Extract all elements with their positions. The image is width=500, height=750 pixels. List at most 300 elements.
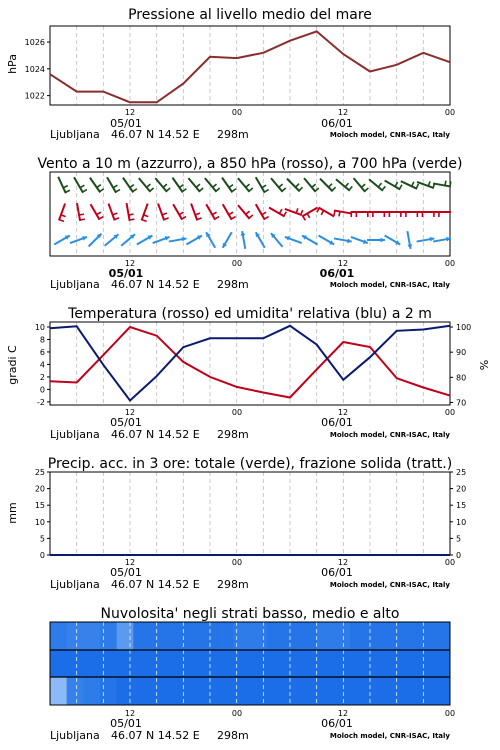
model-credit: Moloch model, CNR-ISAC, Italy [329, 131, 450, 139]
cloud-cell [167, 622, 184, 650]
barb-feather [114, 218, 119, 220]
cloud-cell [50, 677, 67, 705]
cloud-cell [300, 677, 317, 705]
date-label: 05/01 [110, 416, 142, 429]
location-coords: 46.07 N 14.52 E [111, 578, 200, 591]
cloud-cell [200, 677, 217, 705]
wind-barb [107, 177, 120, 193]
barb-feather [416, 184, 418, 189]
barb-feather [262, 185, 266, 188]
y-tick-label: 20 [34, 484, 45, 494]
y2-tick-label: 25 [456, 468, 467, 477]
cloud-cell [300, 650, 317, 677]
cloud-cell [150, 677, 167, 705]
wind-barb [191, 204, 202, 221]
cloud-cell [317, 650, 334, 677]
barb-feather [59, 220, 64, 222]
wind-barb [383, 212, 401, 217]
precip-title: Precip. acc. in 3 ore: totale (verde), frazione solida (tratt.) [47, 456, 453, 472]
cloud-cell [383, 622, 400, 650]
wind-arrow [271, 233, 283, 247]
x-tick-label: 12 [337, 259, 349, 268]
cloud-cell [283, 677, 300, 705]
cloud-cell [67, 677, 84, 705]
barb-feather [182, 217, 186, 220]
pressure-ylabel: hPa [6, 54, 19, 74]
wind-arrow [186, 236, 202, 245]
wind-barb [205, 178, 220, 192]
barb-feather [450, 181, 451, 186]
wind-arrow [351, 237, 368, 244]
x-tick-label: 00 [231, 259, 243, 268]
cloud-title: Nuvolosita' negli strati basso, medio e alto [100, 606, 400, 622]
wind-arrow [137, 236, 153, 245]
barb-feather [264, 190, 268, 193]
location-elevation: 298m [217, 428, 249, 441]
x-tick-label: 00 [444, 558, 456, 567]
cloud-cell [117, 622, 134, 650]
wind-arrow [334, 238, 352, 243]
barb-feather [231, 217, 235, 220]
y2-tick-label: 10 [456, 517, 467, 527]
cloud-cell [267, 650, 284, 677]
wind-barb [416, 212, 434, 217]
barb-feather [296, 208, 298, 213]
cloud-cell [267, 622, 284, 650]
barb-feather [144, 215, 149, 217]
wind-arrow [54, 236, 70, 245]
barb-feather [279, 184, 283, 187]
wind-barb [271, 178, 286, 192]
y-tick-label: 25 [34, 468, 45, 477]
barb-feather [80, 185, 84, 188]
cloud-cell [233, 622, 250, 650]
model-credit: Moloch model, CNR-ISAC, Italy [329, 581, 450, 589]
cloud-cell [150, 650, 167, 677]
barb-shaft [90, 178, 100, 193]
cloud-cell [267, 677, 284, 705]
barb-feather [361, 184, 365, 187]
cloud-cell [217, 677, 234, 705]
barb-feather [97, 185, 101, 188]
cloud-cell [67, 622, 84, 650]
cloud-panel [50, 606, 455, 742]
wind-arrow [433, 237, 451, 242]
date-label: 05/01 [108, 267, 144, 280]
cloud-cell [317, 622, 334, 650]
barb-shaft [206, 204, 215, 220]
temperature-series [50, 326, 450, 401]
temperature-x-ticks [125, 408, 455, 417]
location-elevation: 298m [217, 729, 249, 742]
wind-barb [385, 181, 402, 190]
date-label: 05/01 [110, 717, 142, 730]
wind-barb [417, 181, 435, 188]
barb-feather [179, 185, 183, 188]
cloud-cell [183, 677, 200, 705]
wind-barb [158, 204, 169, 221]
cloud-cell [67, 650, 84, 677]
barb-feather [83, 190, 87, 193]
y-tick-label: 1022 [24, 91, 45, 101]
y2-tick-label: 90 [456, 348, 467, 358]
date-label: 06/01 [321, 566, 353, 579]
y2-tick-label: 15 [456, 501, 467, 511]
barb-feather [249, 188, 253, 191]
wind-arrow [89, 234, 102, 247]
temperature-frame [50, 322, 450, 405]
cloud-cell [50, 650, 67, 677]
barb-feather [150, 188, 154, 191]
y-tick-label: 6 [39, 347, 45, 357]
pressure-x-ticks [125, 108, 455, 117]
cloud-cell [383, 650, 400, 677]
cloud-cell [200, 622, 217, 650]
pressure-gridlines [77, 26, 424, 105]
cloud-cell [100, 677, 117, 705]
barb-feather [339, 211, 340, 216]
barb-feather [229, 185, 233, 188]
wind-barb [58, 177, 70, 193]
barb-feather [147, 184, 151, 187]
cloud-cell [283, 650, 300, 677]
y-tick-label: 15 [34, 501, 45, 511]
barb-feather [197, 218, 202, 220]
wind-barb [74, 177, 87, 193]
barb-feather [349, 186, 352, 190]
wind-barb [336, 179, 352, 191]
wind-arrow [169, 237, 187, 242]
wind-arrow [417, 237, 435, 242]
temperature-ylabel: gradi C [6, 345, 19, 385]
barb-shaft [319, 208, 335, 217]
x-tick-label: 00 [444, 709, 456, 718]
cloud-cell [217, 622, 234, 650]
barb-shaft [302, 208, 318, 217]
pressure-series [50, 31, 450, 102]
precip-x-ticks [125, 558, 455, 567]
cloud-cell [417, 622, 434, 650]
y2-tick-label: 100 [456, 323, 472, 333]
cloud-cell [350, 622, 367, 650]
wind-barb [256, 204, 269, 220]
wind-barb [238, 205, 253, 219]
arrow-head [381, 238, 385, 243]
barb-shaft [417, 182, 434, 188]
wind-barb [317, 208, 334, 217]
barb-shaft [59, 204, 65, 221]
cloud-cell [117, 677, 134, 705]
barb-feather [196, 184, 200, 187]
barb-shaft [142, 204, 148, 221]
x-tick-label: 12 [124, 259, 136, 268]
y-tick-label: 0 [39, 385, 45, 395]
location-coords: 46.07 N 14.52 E [111, 428, 200, 441]
wind-arrow [285, 236, 302, 243]
barb-feather [163, 184, 167, 187]
barb-feather [332, 187, 336, 191]
wind-barb [269, 208, 286, 217]
barb-feather [303, 216, 306, 220]
cloud-cell [83, 650, 100, 677]
x-tick-label: 12 [124, 709, 136, 718]
cloud-cell [167, 677, 184, 705]
model-credit: Moloch model, CNR-ISAC, Italy [329, 732, 450, 740]
x-tick-label: 12 [124, 408, 136, 417]
y2-tick-label: 80 [456, 373, 467, 383]
barb-shaft [172, 178, 182, 193]
precip-ylabel: mm [6, 502, 19, 524]
wind-barb [302, 208, 318, 221]
barb-feather [113, 213, 118, 215]
barb-feather [195, 213, 200, 215]
barb-feather [295, 184, 299, 188]
wind-barb [108, 204, 119, 221]
date-label: 06/01 [321, 717, 353, 730]
wind-barb [59, 204, 66, 222]
wind-barb [354, 178, 369, 192]
barb-feather [345, 183, 348, 187]
cloud-cell [150, 622, 167, 650]
wind-arrow [385, 236, 401, 245]
wind-arrow [319, 236, 335, 245]
cloud-cell [233, 677, 250, 705]
cloud-cell [250, 622, 267, 650]
barb-feather [282, 188, 286, 191]
temperature-panel [6, 306, 491, 441]
wind-barb [369, 179, 385, 191]
x-tick-label: 12 [337, 709, 349, 718]
wind-arrow [206, 232, 215, 248]
location-coords: 46.07 N 14.52 E [111, 128, 200, 141]
wind-barb [238, 178, 253, 192]
barb-feather [182, 189, 186, 192]
wind-barb [401, 181, 419, 189]
barb-feather [229, 212, 233, 215]
humidity-ylabel: % [478, 359, 491, 371]
cloud-cell [317, 677, 334, 705]
barb-feather [329, 184, 333, 188]
precip-y-ticks [35, 468, 466, 560]
y-tick-label: 4 [39, 360, 45, 370]
x-tick-label: 12 [337, 558, 349, 567]
barb-feather [166, 188, 170, 191]
barb-feather [264, 217, 268, 220]
barb-feather [213, 184, 217, 187]
barb-feather [162, 213, 167, 215]
barb-feather [334, 211, 335, 216]
y2-tick-label: 20 [456, 484, 467, 494]
wind-barb [155, 178, 170, 192]
barb-shaft [385, 181, 401, 190]
wind-arrow [241, 231, 246, 249]
precip-gridlines [77, 472, 424, 555]
wind-arrow [70, 236, 87, 243]
wind-barb [334, 210, 352, 216]
temperature-title: Temperatura (rosso) ed umidita' relativa (blu) a 2 m [68, 306, 432, 322]
cloud-cell [83, 622, 100, 650]
precip-frame [50, 472, 450, 555]
pressure-panel [6, 7, 455, 141]
barb-feather [246, 184, 250, 187]
wind-barb [206, 204, 219, 220]
cloud-x-ticks [125, 709, 455, 718]
x-tick-label: 00 [231, 408, 243, 417]
barb-shaft [401, 181, 417, 189]
y2-tick-label: 5 [456, 534, 462, 544]
cloud-cell [300, 622, 317, 650]
wind-x-ticks [125, 259, 455, 268]
barb-feather [279, 209, 282, 213]
cloud-cell [50, 622, 67, 650]
cloud-cell [417, 650, 434, 677]
barb-feather [382, 186, 385, 190]
barb-shaft [173, 204, 182, 220]
cloud-cell [367, 677, 384, 705]
x-tick-label: 00 [231, 709, 243, 718]
wind-arrow [121, 234, 135, 246]
cloud-cell [333, 677, 350, 705]
barb-feather [301, 210, 303, 215]
barb-shaft [191, 204, 197, 221]
barb-feather [130, 185, 134, 188]
location-coords: 46.07 N 14.52 E [111, 278, 200, 291]
location-coords: 46.07 N 14.52 E [111, 729, 200, 742]
cloud-cell [350, 677, 367, 705]
y-tick-label: 1026 [24, 38, 45, 48]
humidity-y-ticks [450, 323, 471, 407]
location-name: Ljubljana [50, 128, 100, 141]
barb-feather [445, 181, 446, 186]
wind-barb [320, 179, 336, 192]
wind-barbs [54, 177, 451, 249]
wind-barb [433, 212, 451, 217]
pressure-y-ticks [25, 38, 50, 101]
barb-shaft [58, 177, 66, 193]
x-tick-label: 12 [124, 108, 136, 117]
pressure-line [50, 31, 450, 102]
barb-feather [378, 183, 381, 187]
wind-barb [222, 178, 236, 193]
x-tick-label: 00 [444, 108, 456, 117]
barb-feather [97, 212, 101, 215]
barb-shaft [334, 210, 352, 213]
temperature-gridlines [77, 322, 424, 405]
cloud-cell [183, 622, 200, 650]
barb-feather [232, 189, 236, 192]
location-name: Ljubljana [50, 729, 100, 742]
location-name: Ljubljana [50, 428, 100, 441]
wind-barb [127, 203, 135, 221]
wind-arrow [153, 236, 170, 243]
wind-barb [433, 181, 451, 187]
barb-feather [307, 214, 310, 218]
barb-shaft [222, 178, 232, 193]
location-elevation: 298m [217, 278, 249, 291]
barb-shaft [285, 209, 302, 215]
barb-feather [321, 210, 324, 214]
barb-feather [80, 219, 85, 220]
barb-feather [312, 184, 316, 187]
wind-barb [400, 212, 418, 217]
location-elevation: 298m [217, 128, 249, 141]
barb-feather [116, 190, 120, 193]
cloud-cell [400, 650, 417, 677]
wind-title: Vento a 10 m (azzurro), a 850 hPa (rosso), a 700 hPa (verde) [37, 156, 463, 172]
cloud-cell [283, 622, 300, 650]
barb-feather [215, 217, 219, 220]
wind-panel [37, 156, 462, 291]
date-label: 06/01 [321, 117, 353, 130]
barb-feather [216, 188, 220, 191]
cloud-cell [333, 650, 350, 677]
barb-shaft [158, 204, 164, 221]
barb-feather [133, 189, 137, 192]
cloud-heatmap [50, 622, 451, 705]
y-tick-label: 10 [34, 517, 45, 527]
y-tick-label: -2 [37, 397, 45, 407]
barb-feather [395, 182, 398, 186]
wind-barb [173, 204, 186, 220]
barb-feather [79, 214, 84, 215]
cloud-cell [133, 622, 150, 650]
barb-feather [365, 188, 369, 191]
cloud-cell [400, 677, 417, 705]
cloud-cell [250, 677, 267, 705]
cloud-cell [100, 650, 117, 677]
barb-feather [212, 212, 216, 215]
cloud-cell [117, 650, 134, 677]
wind-barb [77, 203, 85, 221]
model-credit: Moloch model, CNR-ISAC, Italy [329, 431, 450, 439]
wind-barb [256, 177, 269, 193]
barb-feather [399, 185, 402, 189]
barb-shaft [77, 203, 80, 221]
barb-feather [199, 188, 203, 191]
y-tick-label: 2 [39, 372, 45, 382]
cloud-cell [367, 622, 384, 650]
cloud-cell [367, 650, 384, 677]
barb-shaft [433, 183, 451, 186]
barb-shaft [127, 203, 130, 221]
barb-feather [164, 218, 169, 220]
barb-feather [61, 215, 66, 217]
wind-barb [90, 178, 104, 193]
wind-barb [139, 178, 154, 192]
x-tick-label: 00 [231, 558, 243, 567]
cloud-cell [350, 650, 367, 677]
y2-tick-label: 70 [456, 398, 467, 408]
barb-feather [299, 187, 303, 191]
barb-feather [142, 220, 147, 222]
cloud-cell [433, 622, 450, 650]
location-elevation: 298m [217, 578, 249, 591]
wind-barb [285, 208, 303, 215]
barb-feather [129, 214, 134, 215]
x-tick-label: 12 [337, 108, 349, 117]
wind-arrow [105, 234, 119, 246]
y-tick-label: 10 [34, 322, 45, 332]
y-tick-label: 5 [39, 534, 45, 544]
barb-feather [428, 181, 430, 186]
barb-shaft [107, 177, 116, 193]
cloud-cell [417, 677, 434, 705]
y2-tick-label: 0 [456, 551, 462, 560]
wind-arrow [407, 231, 412, 249]
cloud-cell [433, 677, 450, 705]
precip-panel [6, 456, 466, 591]
cloud-cell [383, 677, 400, 705]
